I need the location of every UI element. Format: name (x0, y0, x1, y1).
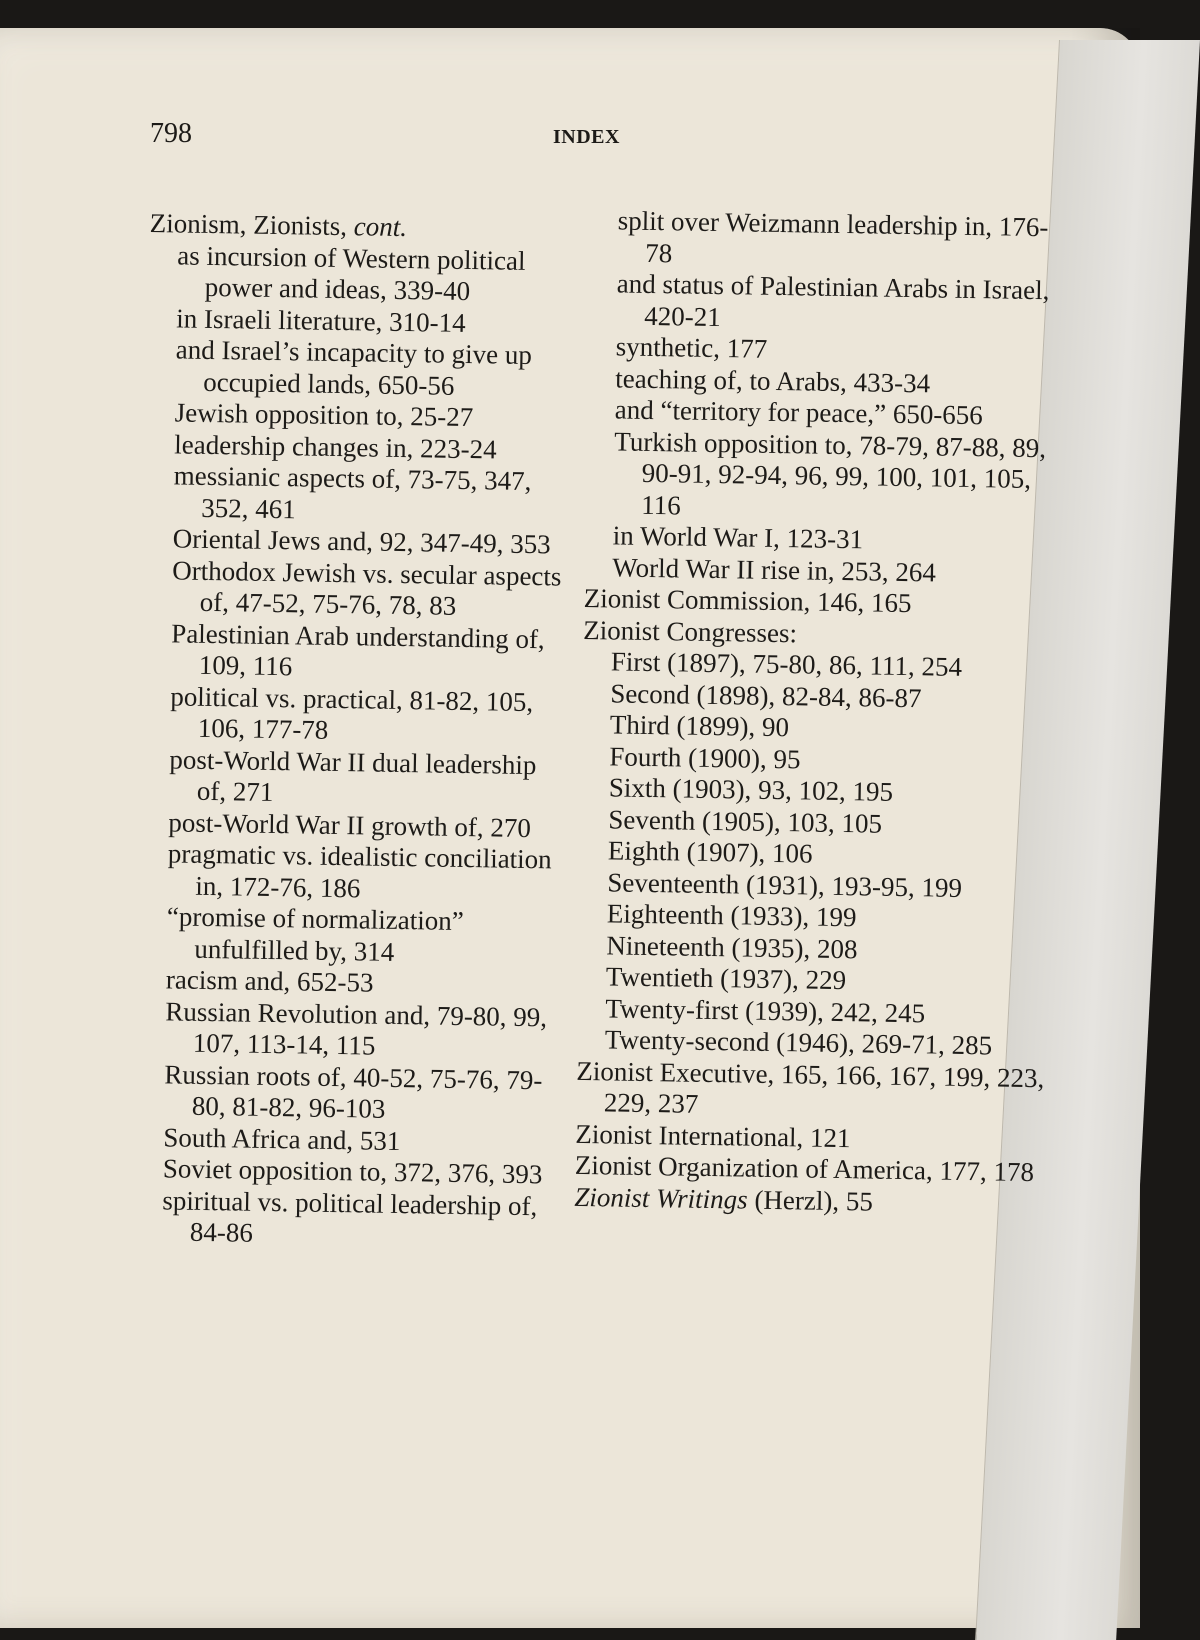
congress-entry: Seventeenth (1931), 193-95, 199 (607, 866, 963, 903)
congress-entry: Eighteenth (1933), 199 (606, 898, 857, 933)
index-entry: Jewish opposition to, 25-27 (174, 397, 474, 433)
index-entry: leadership changes in, 223-24 (174, 428, 497, 464)
congress-entry: Fourth (1900), 95 (609, 740, 801, 774)
index-entry: Palestinian Arab understanding of, 109, 116 (171, 617, 545, 682)
index-entry: and status of Palestinian Arabs in Israel, 420-21 (616, 268, 1050, 332)
index-column-left (134, 208, 580, 1254)
index-main-entry: Zionist Executive, 165, 166, 167, 199, 223, 229, 237 (576, 1055, 1045, 1119)
index-entry: post-World War II growth of, 270 (168, 806, 532, 843)
index-entry: and Israel’s incapacity to give up occupied lands, 650-56 (175, 334, 533, 401)
index-entry: split over Weizmann leadership in, 176-78 (617, 205, 1049, 268)
index-entry: Russian Revolution and, 79-80, 99, 107, 113-14, 115 (165, 995, 548, 1061)
index-main-heading: Zionist Congresses: (583, 614, 798, 648)
index-entry: World War II rise in, 253, 264 (612, 551, 937, 587)
index-entry: Russian roots of, 40-52, 75-76, 79-80, 81-82, 96-103 (164, 1058, 543, 1124)
book-title: Zionist Writings (574, 1181, 748, 1215)
index-entry: political vs. practical, 81-82, 105, 106, 177-78 (170, 680, 534, 745)
index-entry: messianic aspects of, 73-75, 347, 352, 461 (173, 460, 532, 524)
congress-entry: Third (1899), 90 (609, 709, 790, 743)
congress-entry: Sixth (1903), 93, 102, 195 (608, 772, 894, 807)
index-entry: synthetic, 177 (615, 331, 768, 364)
index-entry: pragmatic vs. idealistic conciliation in, 172-76, 186 (167, 838, 552, 903)
running-head: INDEX (553, 126, 620, 148)
index-entry: Turkish opposition to, 78-79, 87-88, 89, 90-91, 92-94, 96, 99, 100, 101, 105, 116 (614, 425, 1047, 520)
index-entry: Orthodox Jewish vs. secular aspects of, 47-52, 75-76, 78, 83 (172, 554, 562, 621)
index-entry: teaching of, to Arabs, 433-34 (615, 362, 931, 398)
congress-entry: Nineteenth (1935), 208 (606, 929, 858, 964)
index-entry: spiritual vs. political leadership of, 84-86 (162, 1184, 538, 1248)
congress-entry: First (1897), 75-80, 86, 111, 254 (610, 646, 963, 682)
congress-entry: Second (1898), 82-84, 86-87 (610, 677, 922, 713)
index-entry: “promise of normalization” unfulfilled by, 314 (166, 901, 464, 967)
index-entry: post-World War II dual leadership of, 271 (169, 743, 537, 808)
index-entry: South Africa and, 531 (163, 1121, 401, 1156)
congress-entry: Twenty-second (1946), 269-71, 285 (604, 1024, 993, 1061)
index-entry: and “territory for peace,” 650-656 (614, 394, 984, 431)
index-main-entry: Zionist Commission, 146, 165 (583, 582, 912, 619)
main-heading-text: Zionism, Zionists, (149, 208, 348, 242)
index-main-entry: Zionist International, 121 (575, 1118, 851, 1153)
index-entry: Oriental Jews and, 92, 347-49, 353 (172, 523, 551, 560)
index-entry: racism and, 652-53 (165, 964, 374, 998)
main-heading-cont: cont. (353, 211, 408, 243)
congress-entry: Seventh (1905), 103, 105 (608, 803, 883, 839)
page-number: 798 (150, 118, 192, 149)
book-title-rest: (Herzl), 55 (747, 1184, 874, 1217)
congress-entry: Twentieth (1937), 229 (605, 961, 847, 996)
index-column-right (574, 205, 1060, 1220)
congress-entry: Eighth (1907), 106 (607, 835, 813, 869)
index-entry: as incursion of Western political power and ideas, 339-40 (177, 239, 526, 307)
index-entry: in World War I, 123-31 (612, 520, 864, 555)
index-main-entry: Zionist Organization of America, 177, 178 (574, 1149, 1035, 1188)
congress-entry: Twenty-first (1939), 242, 245 (605, 992, 926, 1028)
index-entry: in Israeli literature, 310-14 (176, 302, 466, 338)
index-entry: Soviet opposition to, 372, 376, 393 (162, 1153, 543, 1190)
